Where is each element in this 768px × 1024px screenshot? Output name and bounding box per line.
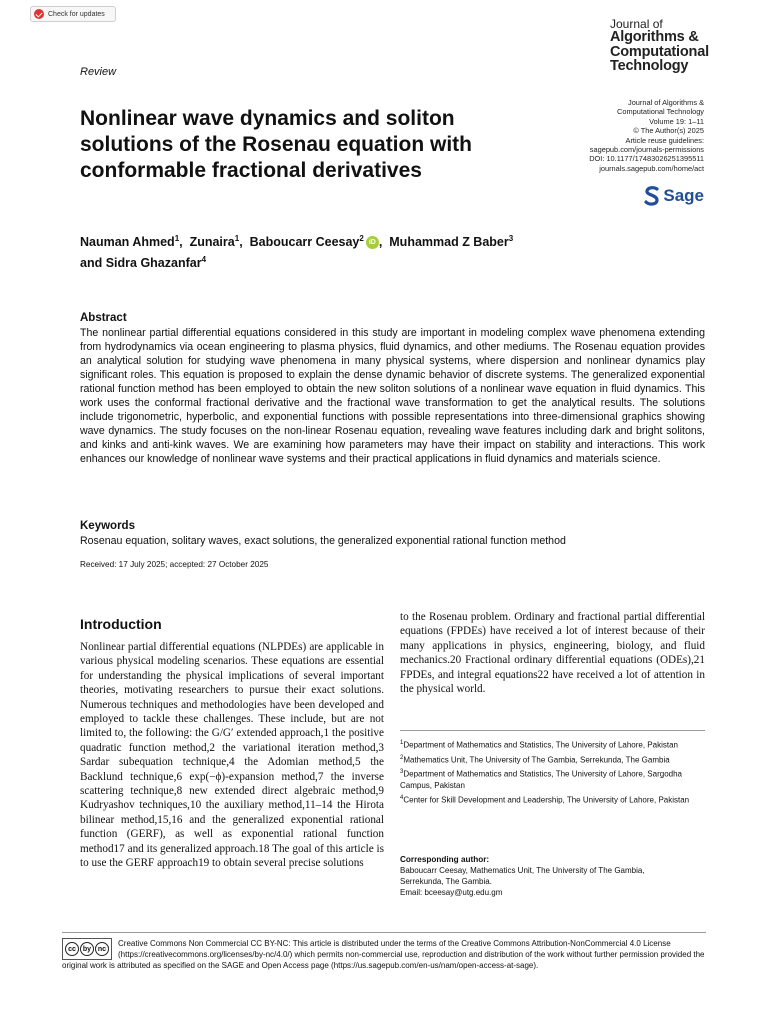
affiliation-sup: 2 [400, 754, 404, 761]
sage-wordmark: Sage [663, 186, 704, 205]
orcid-icon[interactable]: iD [366, 236, 379, 249]
license-divider [62, 932, 706, 933]
check-icon [34, 9, 44, 19]
journal-meta [589, 98, 704, 173]
cc-icon: cc [65, 942, 79, 956]
keywords-text: Rosenau equation, solitary waves, exact solutions, the generalized exponential rational function method [80, 535, 566, 547]
affiliation-text: Department of Mathematics and Statistics, The University of Lahore, Sargodha Campus, Pakistan [400, 769, 682, 790]
meta-journal-2: Computational Technology [617, 107, 704, 117]
meta-doi[interactable]: DOI: 10.1177/17483026251395511 [589, 154, 704, 164]
meta-copyright: © The Author(s) 2025 [633, 126, 704, 136]
author-sup: 2 [359, 234, 364, 243]
meta-permissions-link[interactable]: sagepub.com/journals-permissions [589, 145, 704, 155]
affiliation-item [400, 753, 705, 766]
meta-volume: Volume 19: 1–11 [649, 116, 704, 126]
author-and: and [80, 256, 103, 271]
corresponding-line1: Baboucarr Ceesay, Mathematics Unit, The University of The Gambia, [400, 866, 645, 875]
journal-logo-line2: Algorithms & [610, 29, 699, 45]
meta-home-link[interactable]: journals.sagepub.com/home/act [599, 163, 704, 173]
author-sup: 1 [174, 234, 180, 243]
license-block [62, 938, 706, 971]
sage-s-icon [644, 186, 660, 206]
corresponding-email[interactable]: Email: bceesay@utg.edu.gm [400, 888, 503, 897]
check-for-updates-label: Check for updates [48, 10, 105, 18]
journal-logo [610, 18, 709, 74]
abstract-text: The nonlinear partial differential equations considered in this study are important in modeling complex wave phenomena extending from hydrodynamics via ocean engineering to plasma physics, fluid dynamics, and other mediums. The Rosenau equation provides an analytical solution for studying wave phenomena in many physical systems, where dispersion and nonlinear dynamics play significant roles. This equation is proposed to explain the dense dynamic behavior of discrete systems. The generalized exponential rational function method has been employed to obtain the new soliton solutions of a nonlinear wave equation in fluid dynamics. This work uses the conformal fractional derivative and the fractional wave transformation to get the analytical results. The solutions include trigonometric, hyperbolic, and exponential functions with possible representations into three-dimensional graphics showing wave dynamics. The study focuses on the non-linear Rosenau equation, revealing wave features including dark and bright solitons, and kinks and anti-kink waves. We are examining how parameters may have their impact on stability and interactions. This work enhances our knowledge of nonlinear wave systems and their practical applications in fluid dynamics and materials science. [80, 327, 705, 465]
abstract-heading: Abstract [80, 312, 127, 324]
affiliation-sup: 3 [400, 769, 404, 776]
affiliations [400, 738, 705, 808]
author-name[interactable]: Zunaira [189, 235, 235, 250]
introduction-left-column: Nonlinear partial differential equations (NLPDEs) are applicable in various physical modeling scenarios. These equations are essential for understanding the physical implications of several important theories, motivating researchers to pursue their exact solutions. Numerous techniques and methodologies have been developed and employed to tackle these challenges. These include, but are not limited to, the following: the G/G′ extended approach,1 the positive quadratic function method,2 the variational iteration method,3 Sardar subequation technique,4 the Adomian method,5 the Backlund technique,6 exp(−ϕ)-expansion method,7 the inverse scattering technique,8 new extended direct algebraic method,9 Kudryashov techniques,10 the auxiliary method,11–14 the Hirota bilinear method,15,16 and the generalized exponential rational function (GERF), as well as exponential rational function method17 and its generalized approach.18 The goal of this article is to use the GERF approach19 to obtain several precise solutions [80, 641, 384, 870]
affiliation-item [400, 793, 705, 806]
author-name[interactable]: Baboucarr Ceesay [249, 235, 360, 250]
sage-logo [644, 186, 704, 206]
affiliation-item [400, 767, 705, 791]
article-type: Review [80, 66, 117, 78]
corresponding-author [400, 854, 705, 898]
journal-logo-line1: Journal of [610, 17, 663, 31]
article-title: Nonlinear wave dynamics and soliton solutions of the Rosenau equation with conformable fractional derivatives [80, 107, 472, 182]
author-list: Nauman Ahmed$^1$, Zunaira$^1$, Baboucarr Ceesay$^2$ iD , Muhammad Z Baber$^3$ and Sidra Ghazanfar$^4$ [80, 234, 514, 271]
author-sup: 3 [508, 234, 514, 243]
corresponding-heading: Corresponding author: [400, 855, 490, 864]
introduction-right-column: to the Rosenau problem. Ordinary and fractional partial differential equations (FPDEs) have received a lot of interest because of their many applications in physics, engineering, biology, and fluid mechanics.20 Fractional ordinary differential equations (ODEs),21 FPDEs, and integral equations22 have received a lot of attention in the physical world. [400, 611, 705, 696]
introduction-heading: Introduction [80, 616, 162, 632]
affiliation-sup: 4 [400, 794, 404, 801]
journal-logo-line3: Computational [610, 43, 709, 60]
affiliation-text: Mathematics Unit, The University of The Gambia, Serrekunda, The Gambia [403, 755, 670, 765]
nc-icon: nc [95, 942, 109, 956]
journal-logo-line4: Technology [610, 58, 689, 74]
author-sup: 1 [234, 234, 240, 243]
author-name[interactable]: Muhammad Z Baber [389, 235, 509, 250]
license-text: Creative Commons Non Commercial CC BY-NC: This article is distributed under the terms of the Creative Commons Attribution-NonCommercial 4.0 License (https://creativecommons.org/licenses/by-nc/4.0/) which permits non-commercial use, reproduction and distribution of the work without further permission provided the original work is attributed as specified on the SAGE and Open Access page (https://us.sagepub.com/en-us/nam/open-access-at-sage). [62, 939, 705, 970]
author-name[interactable]: Sidra Ghazanfar [105, 256, 202, 271]
meta-reuse: Article reuse guidelines: [625, 135, 704, 145]
check-for-updates-badge[interactable] [30, 6, 116, 22]
affiliation-text: Center for Skill Development and Leadership, The University of Lahore, Pakistan [403, 795, 690, 805]
author-sup: 4 [201, 255, 207, 265]
footnote-divider [400, 730, 705, 731]
affiliation-item [400, 738, 705, 751]
author-name[interactable]: Nauman Ahmed [80, 235, 175, 250]
corresponding-line2: Serrekunda, The Gambia. [400, 877, 492, 886]
affiliation-sup: 1 [400, 740, 404, 746]
cc-license-icon[interactable] [62, 938, 112, 960]
keywords-heading: Keywords [80, 520, 135, 532]
meta-journal: Journal of Algorithms & [628, 98, 704, 107]
affiliation-text: Department of Mathematics and Statistics, The University of Lahore, Pakistan [403, 740, 678, 750]
received-dates: Received: 17 July 2025; accepted: 27 October 2025 [80, 560, 269, 569]
by-icon: by [80, 942, 94, 956]
